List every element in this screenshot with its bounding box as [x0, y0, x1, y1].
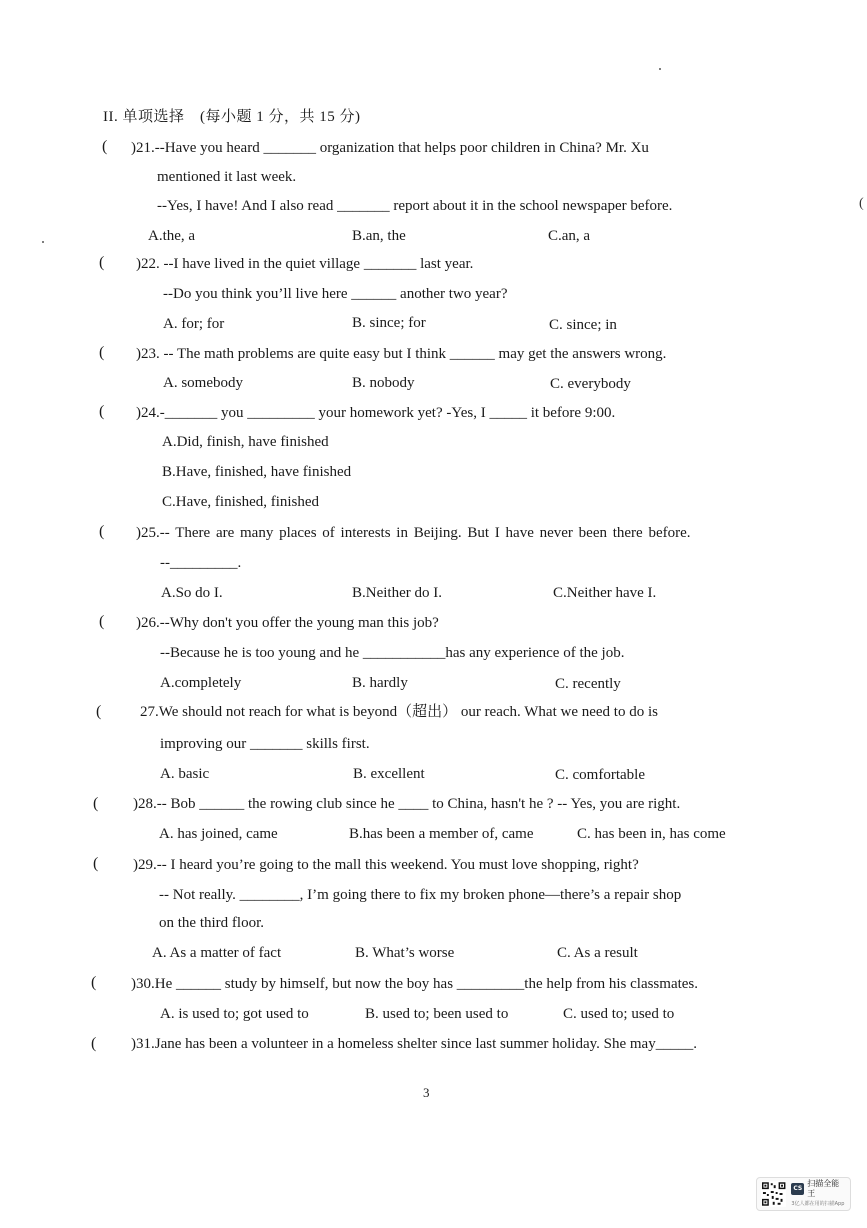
- question-30: )30.He ______ study by himself, but now the boy has _________the help from his classmates.: [131, 976, 699, 992]
- question-28: )28.-- Bob ______ the rowing club since he ____ to China, hasn't he ? -- Yes, you are right.: [133, 796, 681, 812]
- edge-mark-paren: (: [859, 196, 864, 211]
- option-c: C.Have, finished, finished: [162, 494, 320, 510]
- option-a: A. somebody: [163, 375, 243, 391]
- option-b: B. What’s worse: [355, 945, 455, 961]
- option-c: C. has been in, has come: [577, 826, 726, 842]
- option-a: A. is used to; got used to: [160, 1006, 309, 1022]
- question-line: --_________.: [160, 555, 242, 571]
- scanner-subtitle: 3亿人都在用的扫描App: [791, 1201, 845, 1207]
- option-a: A. As a matter of fact: [152, 945, 282, 961]
- scan-speck: [42, 241, 44, 243]
- question-line: -- Not really. ________, I’m going there to fix my broken phone—there’s a repair shop: [159, 887, 682, 903]
- option-b: B. excellent: [353, 766, 425, 782]
- question-line: on the third floor.: [159, 915, 264, 931]
- question-line: --Do you think you’ll live here ______ another two year?: [163, 286, 508, 302]
- option-a: A.Did, finish, have finished: [162, 434, 329, 450]
- option-c: C. since; in: [549, 317, 617, 333]
- option-c: C.an, a: [548, 228, 591, 244]
- question-line: --Yes, I have! And I also read _______ report about it in the school newspaper before.: [157, 198, 673, 214]
- option-c: C. recently: [555, 676, 621, 692]
- option-a: A.So do I.: [161, 585, 223, 601]
- option-a: A. basic: [160, 766, 210, 782]
- question-24: )24.-_______ you _________ your homework yet? -Yes, I _____ it before 9:00.: [136, 405, 616, 421]
- option-b: B.an, the: [352, 228, 406, 244]
- answer-paren: (: [99, 523, 105, 540]
- scanner-title: 扫描全能王: [807, 1179, 840, 1198]
- question-line: mentioned it last week.: [157, 169, 297, 185]
- answer-paren: (: [91, 974, 97, 991]
- option-a: A. for; for: [163, 316, 225, 332]
- answer-paren: (: [91, 1035, 97, 1052]
- question-29: )29.-- I heard you’re going to the mall this weekend. You must love shopping, right?: [133, 857, 639, 873]
- option-c: C. everybody: [550, 376, 631, 392]
- option-b: B. since; for: [352, 315, 426, 331]
- option-b: B. nobody: [352, 375, 415, 391]
- answer-paren: (: [96, 703, 102, 720]
- option-b: B.Neither do I.: [352, 585, 442, 601]
- section-heading: II. 单项选择 (每小题 1 分，共 15 分): [103, 109, 361, 125]
- answer-paren: (: [99, 613, 105, 630]
- answer-paren: (: [102, 138, 108, 155]
- option-c: C. comfortable: [555, 767, 645, 783]
- question-line: improving our _______ skills first.: [160, 736, 370, 752]
- question-31: )31.Jane has been a volunteer in a homeless shelter since last summer holiday. She may_____.: [131, 1036, 697, 1052]
- scanner-watermark: [756, 1177, 851, 1211]
- question-22: )22. --I have lived in the quiet village _______ last year.: [136, 256, 474, 272]
- option-a: A.completely: [160, 675, 242, 691]
- question-25: )25.-- There are many places of interests in Beijing. But I have never been there before.: [136, 525, 691, 541]
- question-27: 27.We should not reach for what is beyond（超出） our reach. What we need to do is: [140, 704, 658, 720]
- option-c: C. used to; used to: [563, 1006, 675, 1022]
- answer-paren: (: [93, 795, 99, 812]
- answer-paren: (: [99, 403, 105, 420]
- question-21: )21.--Have you heard _______ organization that helps poor children in China? Mr. Xu: [131, 140, 649, 156]
- option-c: C.Neither have I.: [553, 585, 657, 601]
- option-b: B. hardly: [352, 675, 408, 691]
- option-b: B.Have, finished, have finished: [162, 464, 352, 480]
- option-c: C. As a result: [557, 945, 638, 961]
- option-b: B.has been a member of, came: [349, 826, 534, 842]
- option-a: A. has joined, came: [159, 826, 278, 842]
- answer-paren: (: [93, 855, 99, 872]
- scan-speck: [659, 68, 661, 70]
- answer-paren: (: [99, 344, 105, 361]
- answer-paren: (: [99, 254, 105, 271]
- page-number: 3: [423, 1085, 430, 1100]
- question-26: )26.--Why don't you offer the young man this job?: [136, 615, 439, 631]
- question-23: )23. -- The math problems are quite easy but I think ______ may get the answers wrong.: [136, 346, 667, 362]
- question-line: --Because he is too young and he ___________has any experience of the job.: [160, 645, 625, 661]
- option-a: A.the, a: [148, 228, 196, 244]
- qr-code-icon: [761, 1181, 786, 1207]
- option-b: B. used to; been used to: [365, 1006, 509, 1022]
- camscanner-logo-icon: CS: [791, 1183, 804, 1195]
